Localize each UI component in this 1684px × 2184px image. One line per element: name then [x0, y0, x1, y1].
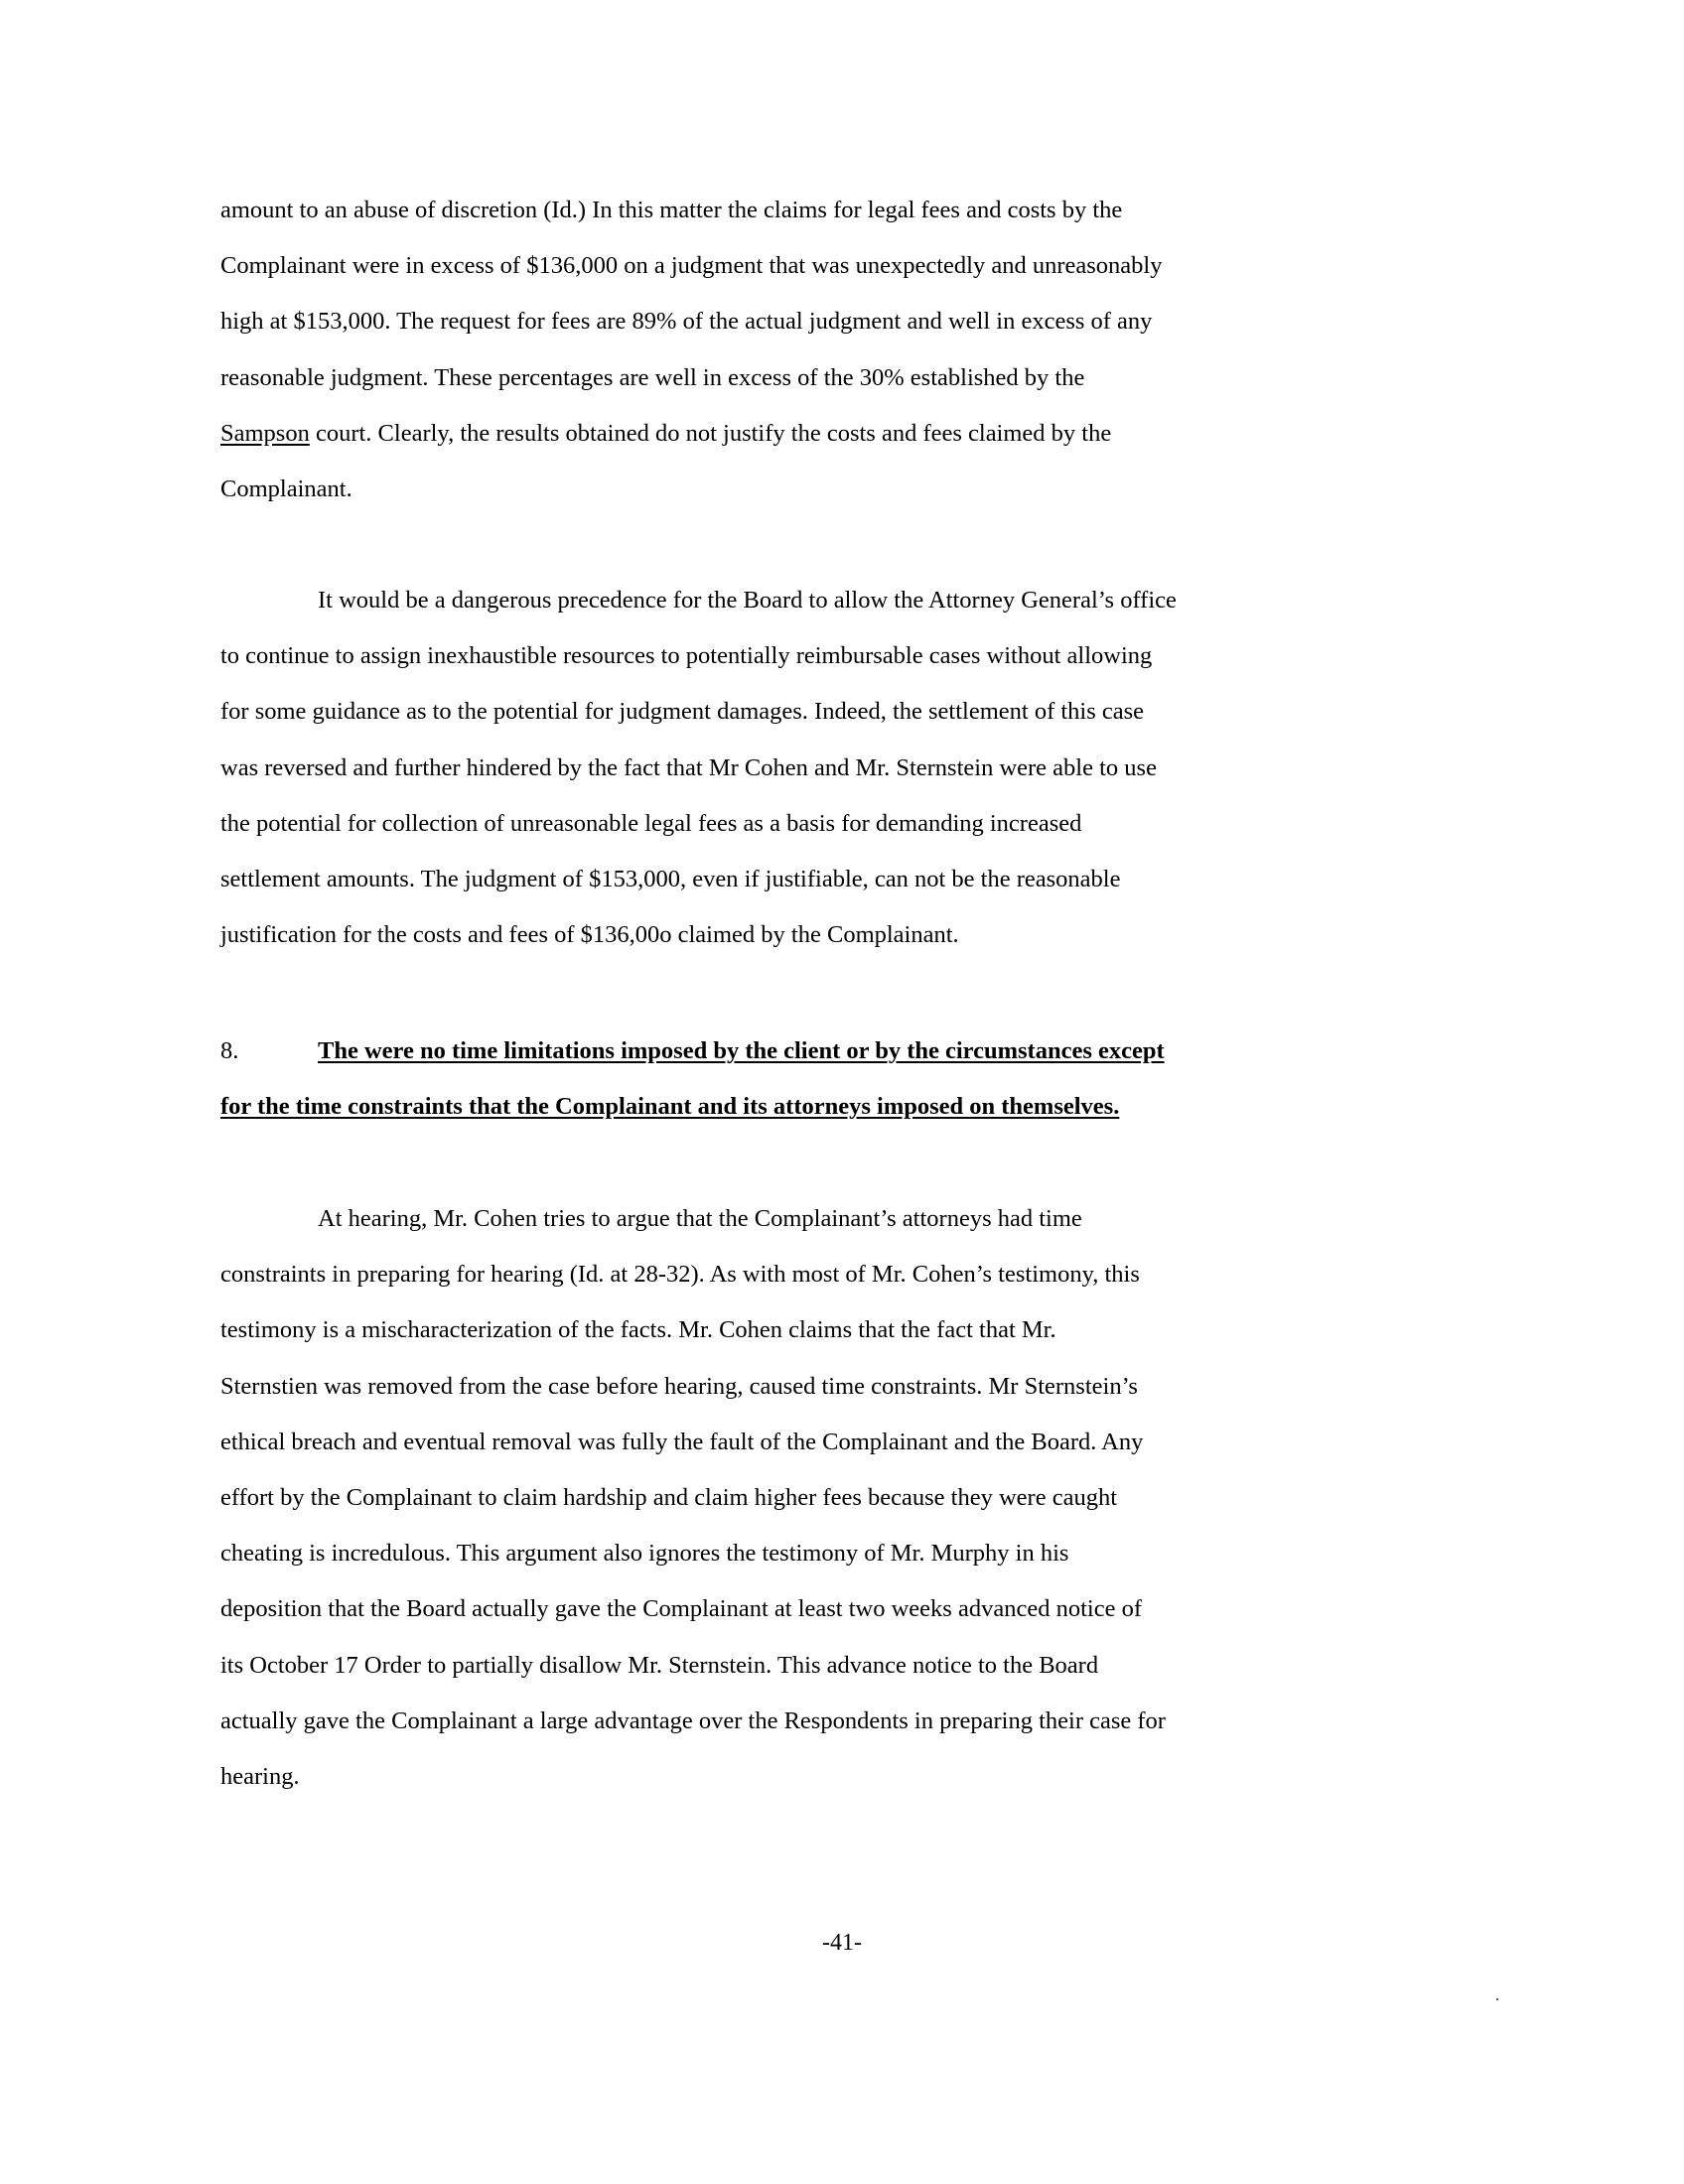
scan-speck [1496, 1998, 1498, 2000]
paragraph-time-constraints [220, 1191, 1501, 1805]
text-line: actually gave the Complainant a large advantage over the Respondents in preparing their case for [220, 1706, 1166, 1734]
heading-line [220, 1079, 1511, 1135]
page-number: -41- [822, 1930, 862, 1956]
paragraph-fees-judgment [220, 183, 1501, 517]
text-line: constraints in preparing for hearing (Id. at 28-32). As with most of Mr. Cohen’s testimony, this [220, 1261, 1140, 1289]
text-line: reasonable judgment. These percentages are well in excess of the 30% established by the [220, 363, 1085, 391]
text-line-rest: court. Clearly, the results obtained do not justify the costs and fees claimed by the [315, 419, 1112, 447]
text-line: settlement amounts. The judgment of $153,000, even if justifiable, can not be the reasonable [220, 865, 1121, 892]
section-number: 8. [220, 1037, 239, 1064]
text-line: was reversed and further hindered by the fact that Mr Cohen and Mr. Sternstein were able to use [220, 753, 1157, 781]
heading-text: for the time constraints that the Complainant and its attorneys imposed on themselves. [220, 1093, 1120, 1121]
text-line: justification for the costs and fees of $136,00o claimed by the Complainant. [220, 921, 959, 949]
text-line: testimony is a mischaracterization of the facts. Mr. Cohen claims that the fact that Mr. [220, 1316, 1056, 1344]
text-line [220, 406, 1501, 462]
text-line: high at $153,000. The request for fees are 89% of the actual judgment and well in excess of any [220, 308, 1153, 336]
text-line: Complainant. [220, 475, 352, 502]
text-line: its October 17 Order to partially disallow Mr. Sternstein. This advance notice to the Board [220, 1651, 1099, 1679]
text-line: At hearing, Mr. Cohen tries to argue that the Complainant’s attorneys had time [318, 1205, 1082, 1232]
heading-text: The were no time limitations imposed by the client or by the circumstances except [318, 1037, 1165, 1064]
text-line: hearing. [220, 1762, 300, 1790]
text-line: effort by the Complainant to claim hardship and claim higher fees because they were caught [220, 1483, 1118, 1511]
section-heading-8 [220, 1024, 1511, 1135]
paragraph-dangerous-precedence [220, 573, 1501, 963]
text-line: the potential for collection of unreasonable legal fees as a basis for demanding increased [220, 809, 1082, 837]
text-line: amount to an abuse of discretion (Id.) In this matter the claims for legal fees and costs by the [220, 197, 1123, 223]
heading-line [220, 1024, 1511, 1079]
text-line: Complainant were in excess of $136,000 on a judgment that was unexpectedly and unreasonably [220, 252, 1163, 280]
text-line: Sternstien was removed from the case before hearing, caused time constraints. Mr Sternstein’s [220, 1372, 1138, 1400]
text-line: to continue to assign inexhaustible resources to potentially reimbursable cases without allowing [220, 642, 1153, 670]
text-line: for some guidance as to the potential for judgment damages. Indeed, the settlement of this case [220, 698, 1145, 726]
text-line: It would be a dangerous precedence for the Board to allow the Attorney General’s office [318, 587, 1177, 614]
case-citation-sampson: Sampson [220, 419, 310, 447]
text-line: cheating is incredulous. This argument also ignores the testimony of Mr. Murphy in his [220, 1540, 1069, 1568]
text-line: deposition that the Board actually gave the Complainant at least two weeks advanced notice of [220, 1595, 1142, 1623]
text-line: ethical breach and eventual removal was fully the fault of the Complainant and the Board. Any [220, 1428, 1144, 1455]
